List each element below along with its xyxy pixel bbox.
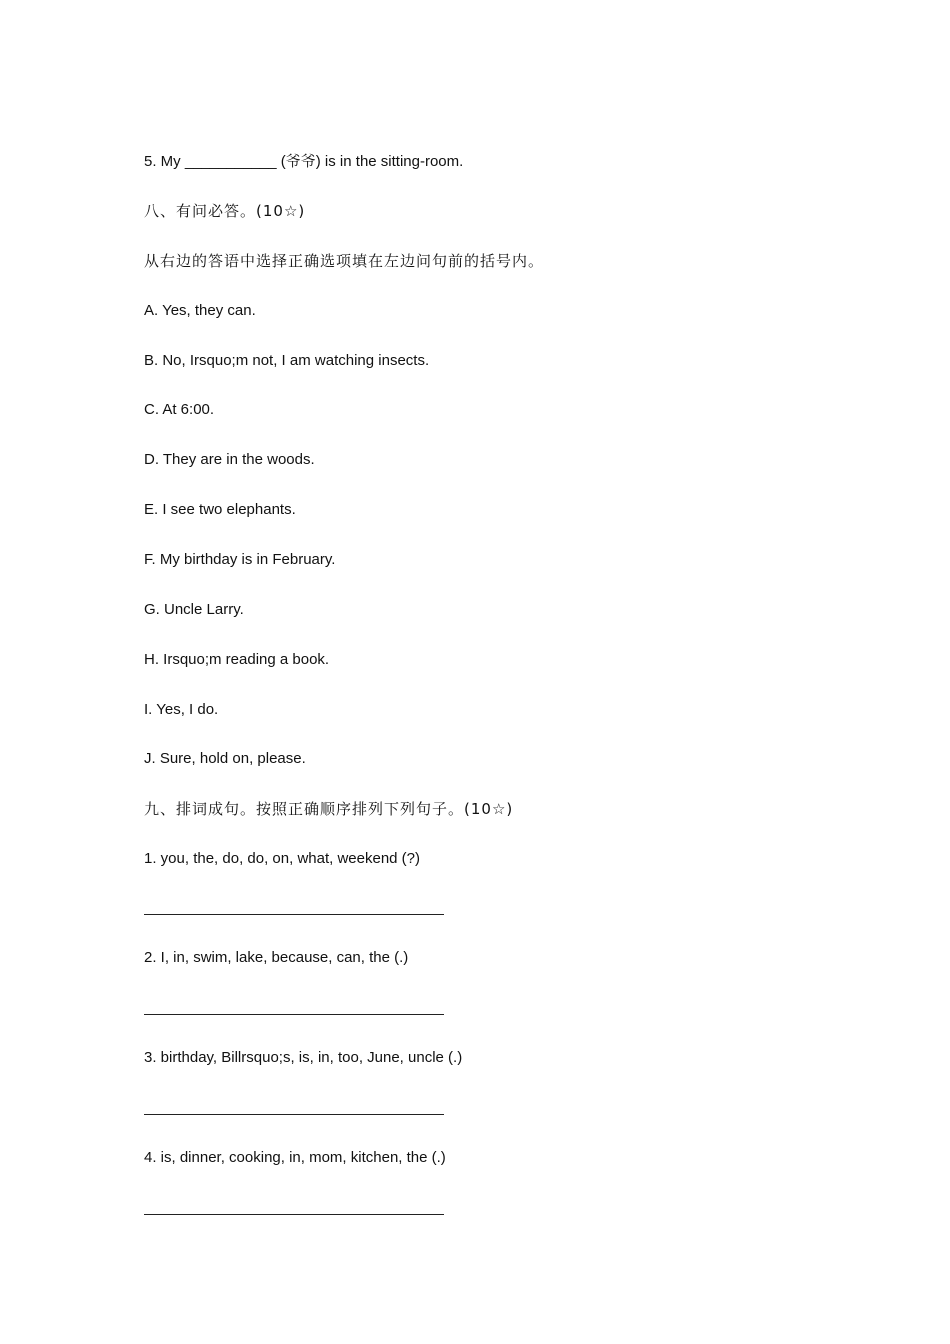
reorder-item-2: 2. I, in, swim, lake, because, can, the (.) [144, 949, 409, 966]
answer-line-2 [144, 1014, 444, 1015]
answer-line-1 [144, 914, 444, 915]
answer-option-b: B. No, Irsquo;m not, I am watching insects. [144, 352, 430, 369]
answer-option-j: J. Sure, hold on, please. [144, 750, 306, 767]
answer-option-c: C. At 6:00. [144, 401, 215, 418]
answer-line-4 [144, 1214, 444, 1215]
answer-option-h: H. Irsquo;m reading a book. [144, 651, 330, 668]
reorder-item-3: 3. birthday, Billrsquo;s, is, in, too, June, uncle (.) [144, 1049, 463, 1066]
section-8-instruction: 从右边的答语中选择正确选项填在左边问句前的括号内。 [144, 252, 545, 270]
answer-line-3 [144, 1114, 444, 1115]
answer-option-e: E. I see two elephants. [144, 501, 296, 518]
reorder-item-4: 4. is, dinner, cooking, in, mom, kitchen, the (.) [144, 1149, 446, 1166]
reorder-item-1: 1. you, the, do, do, on, what, weekend (?) [144, 850, 421, 867]
answer-option-a: A. Yes, they can. [144, 302, 256, 319]
answer-option-d: D. They are in the woods. [144, 451, 315, 468]
answer-option-f: F. My birthday is in February. [144, 551, 336, 568]
answer-option-i: I. Yes, I do. [144, 701, 219, 718]
answer-option-g: G. Uncle Larry. [144, 601, 244, 618]
section-9-title: 九、排词成句。按照正确顺序排列下列句子。(10☆) [144, 800, 514, 818]
section-8-title: 八、有问必答。(10☆) [144, 202, 306, 220]
question-5: 5. My ___________ (爷爷) is in the sitting-room. [144, 153, 464, 170]
